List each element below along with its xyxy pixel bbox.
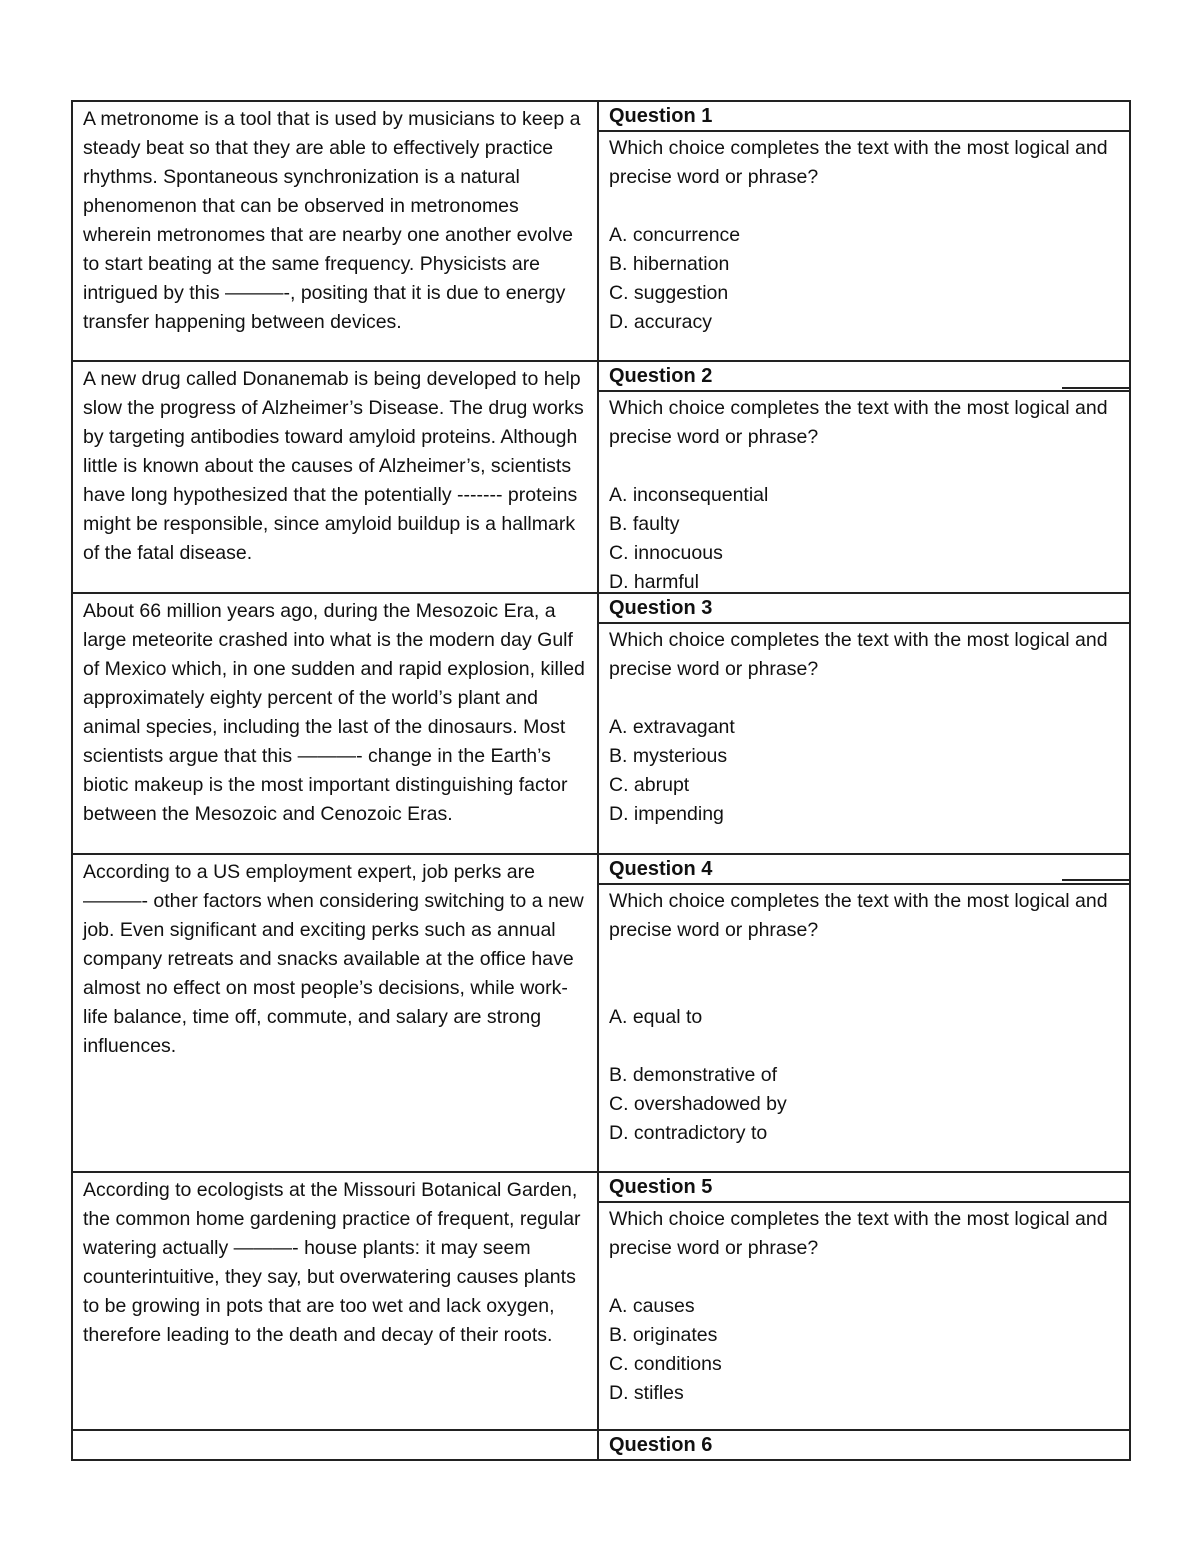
question-label: Question 5	[599, 1173, 1129, 1203]
passage-text: About 66 million years ago, during the Mesozoic Era, a large meteorite crashed into what is the modern day Gulf of Mexico which, in one sudden and rapid explosion, killed approximately eighty percent of the world’s plant and animal species, including the last of the dinosaurs. Most scientists argue that this ———- change in the Earth’s biotic makeup is the most important distinguishing factor between the Mesozoic and Cenozoic Eras.	[71, 594, 599, 853]
option-b: B. faulty	[609, 513, 680, 535]
question-table	[71, 100, 1131, 1461]
passage-text: A new drug called Donanemab is being developed to help slow the progress of Alzheimer’s Disease. The drug works by targeting antibodies toward amyloid proteins. Although little is known about the causes of Alzheimer’s, scientists have long hypothesized that the potentially ------- proteins might be responsible, since amyloid buildup is a hallmark of the fatal disease.	[71, 362, 599, 592]
question-label: Question 6	[609, 1434, 713, 1456]
table-row	[71, 362, 1131, 594]
option-a: A. causes	[609, 1295, 695, 1317]
option-d: D. stifles	[609, 1382, 684, 1404]
option-a: A. concurrence	[609, 224, 741, 246]
question-cell	[599, 362, 1131, 592]
question-label: Question 1	[599, 102, 1129, 132]
option-c: C. innocuous	[609, 542, 723, 564]
option-b: B. hibernation	[609, 253, 730, 275]
question-cell	[599, 1173, 1131, 1429]
passage-text: According to a US employment expert, job perks are ———- other factors when considering switching to a new job. Even significant and exciting perks such as annual company retreats and snacks available at the office have almost no effect on most people’s decisions, while work-life balance, time off, commute, and salary are strong influences.	[71, 855, 599, 1171]
option-a: A. inconsequential	[609, 484, 769, 506]
question-cell	[599, 855, 1131, 1171]
option-b: B. originates	[609, 1324, 718, 1346]
question-label: Question 3	[599, 594, 1129, 624]
question-prompt: Which choice completes the text with the most logical and precise word or phrase?	[609, 1208, 1108, 1259]
question-cell	[599, 594, 1131, 853]
table-mark	[1062, 387, 1131, 389]
option-d: D. contradictory to	[609, 1122, 768, 1144]
question-prompt: Which choice completes the text with the most logical and precise word or phrase?	[609, 629, 1108, 680]
table-row	[71, 1431, 1131, 1461]
option-d: D. impending	[609, 803, 724, 825]
question-prompt: Which choice completes the text with the most logical and precise word or phrase?	[609, 397, 1108, 448]
option-d: D. accuracy	[609, 311, 712, 333]
option-c: C. suggestion	[609, 282, 729, 304]
passage-text	[71, 1431, 599, 1459]
option-d: D. harmful	[609, 571, 699, 593]
question-cell	[599, 1431, 1131, 1459]
question-prompt: Which choice completes the text with the most logical and precise word or phrase?	[609, 137, 1108, 188]
option-c: C. conditions	[609, 1353, 722, 1375]
option-c: C. overshadowed by	[609, 1093, 787, 1115]
option-a: A. equal to	[609, 1006, 703, 1028]
table-row	[71, 855, 1131, 1173]
question-cell	[599, 102, 1131, 360]
option-a: A. extravagant	[609, 716, 735, 738]
table-row	[71, 1173, 1131, 1431]
option-b: B. mysterious	[609, 745, 728, 767]
question-label: Question 2	[599, 362, 1129, 392]
table-row	[71, 100, 1131, 362]
question-label: Question 4	[599, 855, 1129, 885]
passage-text: A metronome is a tool that is used by musicians to keep a steady beat so that they are able to effectively practice rhythms. Spontaneous synchronization is a natural phenomenon that can be observed in metronomes wherein metronomes that are nearby one another evolve to start beating at the same frequency. Physicists are intrigued by this ———-, positing that it is due to energy transfer happening between devices.	[71, 102, 599, 360]
option-c: C. abrupt	[609, 774, 690, 796]
passage-text: According to ecologists at the Missouri Botanical Garden, the common home gardening practice of frequent, regular watering actually ———- house plants: it may seem counterintuitive, they say, but overwatering causes plants to be growing in pots that are too wet and lack oxygen, therefore leading to the death and decay of their roots.	[71, 1173, 599, 1429]
question-prompt: Which choice completes the text with the most logical and precise word or phrase?	[609, 890, 1108, 941]
option-b: B. demonstrative of	[609, 1064, 777, 1086]
table-row	[71, 594, 1131, 855]
table-mark	[1062, 879, 1131, 881]
